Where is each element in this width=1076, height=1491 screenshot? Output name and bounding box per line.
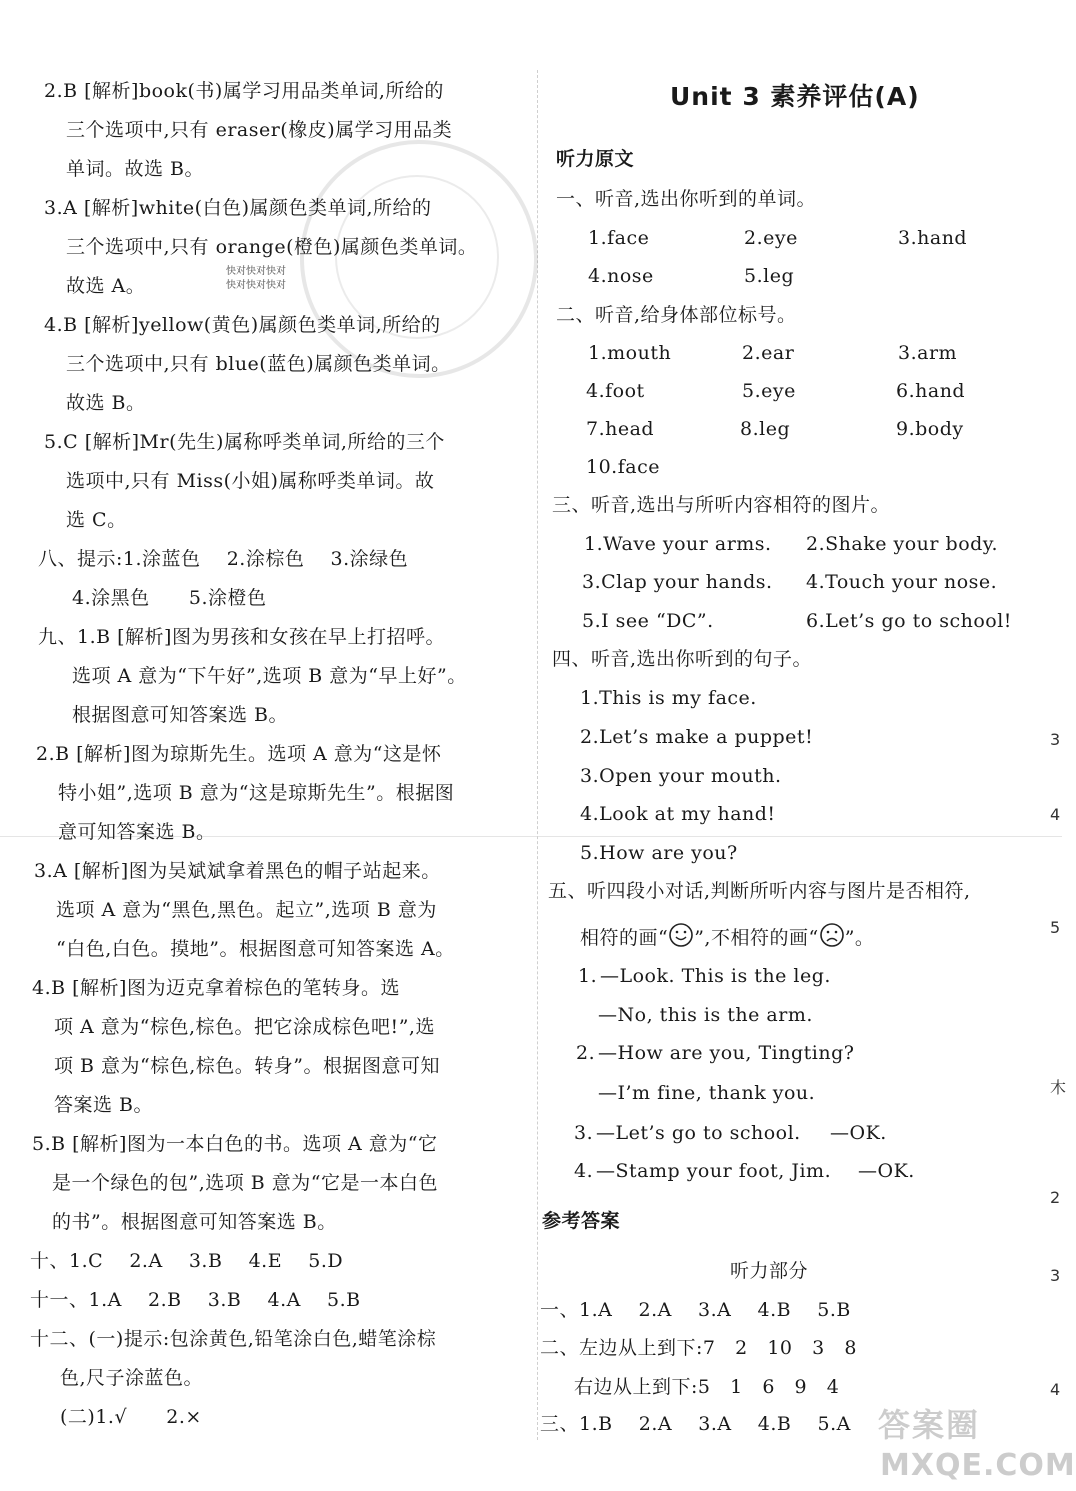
section2-item: 6.hand: [896, 380, 966, 402]
answer-explanation-line: 三个选项中,只有 orange(橙色)属颜色类单词。: [66, 236, 478, 258]
section3-item: 5.I see “DC”.: [582, 610, 714, 632]
answer-explanation-line: 意可知答案选 B。: [58, 821, 216, 843]
section2-item: 8.leg: [740, 418, 791, 440]
answer-explanation-line: 的书”。根据图意可知答案选 B。: [52, 1211, 337, 1233]
answer-explanation-line: 选项中,只有 Miss(小姐)属称呼类单词。故: [66, 470, 435, 492]
answer-explanation-line: 八、提示:1.涂蓝色 2.涂棕色 3.涂绿色: [38, 548, 409, 570]
watermark-stamp-text: 快对快对快对: [226, 266, 286, 277]
listening-part-heading: 听力部分: [730, 1260, 809, 1282]
column-divider: [537, 70, 538, 1440]
answer-explanation-line: 5.B [解析]图为一本白色的书。选项 A 意为“它: [32, 1133, 438, 1155]
dialog-line: —OK.: [830, 1122, 887, 1144]
answer-explanation-line: 选项 A 意为“黑色,黑色。起立”,选项 B 意为: [56, 899, 437, 921]
section4-item: 2.Let’s make a puppet!: [580, 726, 814, 748]
sad-face-icon: [819, 922, 845, 948]
section2-item: 1.mouth: [588, 342, 672, 364]
answer-explanation-line: 三个选项中,只有 eraser(橡皮)属学习用品类: [66, 119, 453, 141]
section4-item: 4.Look at my hand!: [580, 803, 776, 825]
answer-explanation-line: 十一、1.A 2.B 3.B 4.A 5.B: [30, 1289, 361, 1311]
section4-item: 3.Open your mouth.: [580, 765, 782, 787]
answer-explanation-line: 选 C。: [66, 509, 127, 531]
dialog-line: —Look. This is the leg.: [600, 965, 831, 987]
dialog-number: 1.: [578, 965, 598, 987]
watermark-logo: 答案圈: [878, 1406, 981, 1444]
answer-explanation-line: 答案选 B。: [54, 1094, 154, 1116]
section5-instruction-part: 相符的画“: [580, 927, 669, 949]
dialog-line: —No, this is the arm.: [598, 1004, 813, 1026]
section-heading-listening-text: 听力原文: [556, 148, 635, 170]
answer-explanation-line: 是一个绿色的包”,选项 B 意为“它是一本白色: [52, 1172, 439, 1194]
page-title: Unit 3 素养评估(A): [670, 82, 920, 111]
edge-mark: 木: [1050, 1078, 1067, 1097]
edge-mark: 2: [1050, 1188, 1061, 1207]
answer-explanation-line: 单词。故选 B。: [66, 158, 205, 180]
answer-explanation-line: 4.涂黑色 5.涂橙色: [72, 587, 267, 609]
answer-explanation-line: 5.C [解析]Mr(先生)属称呼类单词,所给的三个: [44, 431, 445, 453]
dialog-number: 4.: [574, 1160, 594, 1182]
answer-explanation-line: 3.A [解析]图为吴斌斌拿着黑色的帽子站起来。: [34, 860, 441, 882]
answer-explanation-line: 项 A 意为“棕色,棕色。把它涂成棕色吧!”,选: [54, 1016, 435, 1038]
section2-item: 4.foot: [586, 380, 645, 402]
answer-explanation-line: 特小姐”,选项 B 意为“这是琼斯先生”。根据图: [58, 782, 455, 804]
answer-explanation-line: 项 B 意为“棕色,棕色。转身”。根据图意可知: [54, 1055, 441, 1077]
section1-item: 4.nose: [588, 265, 654, 287]
section1-item: 1.face: [588, 227, 650, 249]
answer-explanation-line: “白色,白色。摸地”。根据图意可知答案选 A。: [56, 938, 455, 960]
section2-item: 9.body: [896, 418, 964, 440]
watermark-stamp-text: 快对快对快对: [226, 280, 286, 291]
watermark-url: MXQE.COM: [880, 1448, 1076, 1483]
answer-line: 三、1.B 2.A 3.A 4.B 5.A: [540, 1413, 851, 1435]
section1-heading: 一、听音,选出你听到的单词。: [556, 188, 817, 210]
dialog-number: 3.: [574, 1122, 594, 1144]
section1-item: 5.leg: [744, 265, 795, 287]
answer-line: 二、左边从上到下:7 2 10 3 8: [540, 1337, 857, 1359]
answer-explanation-line: 十二、(一)提示:包涂黄色,铅笔涂白色,蜡笔涂棕: [30, 1328, 437, 1350]
edge-mark: 4: [1050, 805, 1061, 824]
section3-item: 1.Wave your arms.: [584, 533, 772, 555]
section2-item: 2.ear: [742, 342, 795, 364]
section4-item: 1.This is my face.: [580, 687, 757, 709]
section5-instruction: [580, 922, 874, 948]
dialog-line: —I’m fine, thank you.: [598, 1082, 816, 1104]
dialog-line: —Stamp your foot, Jim.: [596, 1160, 832, 1182]
answer-explanation-line: 2.B [解析]book(书)属学习用品类单词,所给的: [44, 80, 444, 102]
answer-explanation-line: 4.B [解析]yellow(黄色)属颜色类单词,所给的: [44, 314, 441, 336]
answer-explanation-line: 十、1.C 2.A 3.B 4.E 5.D: [30, 1250, 344, 1272]
section1-item: 3.hand: [898, 227, 968, 249]
section2-item: 10.face: [586, 456, 660, 478]
section1-item: 2.eye: [744, 227, 798, 249]
section3-item: 2.Shake your body.: [806, 533, 999, 555]
answer-explanation-line: 故选 A。: [66, 275, 146, 297]
answers-heading: 参考答案: [542, 1210, 621, 1232]
section4-heading: 四、听音,选出你听到的句子。: [552, 648, 813, 670]
edge-mark: 3: [1050, 1266, 1061, 1285]
edge-mark: 4: [1050, 1380, 1061, 1399]
smiley-face-icon: [668, 922, 694, 948]
answer-line: 右边从上到下:5 1 6 9 4: [574, 1376, 840, 1398]
answer-line: 一、1.A 2.A 3.A 4.B 5.B: [540, 1299, 851, 1321]
dialog-number: 2.: [576, 1042, 596, 1064]
edge-mark: 3: [1050, 730, 1061, 749]
section3-item: 3.Clap your hands.: [582, 571, 773, 593]
answer-explanation-line: 根据图意可知答案选 B。: [72, 704, 289, 726]
answer-explanation-line: 故选 B。: [66, 392, 146, 414]
answer-explanation-line: 3.A [解析]white(白色)属颜色类单词,所给的: [44, 197, 432, 219]
edge-mark: 5: [1050, 918, 1061, 937]
answer-explanation-line: 三个选项中,只有 blue(蓝色)属颜色类单词。: [66, 353, 451, 375]
section2-item: 5.eye: [742, 380, 796, 402]
section4-item: 5.How are you?: [580, 842, 738, 864]
section5-instruction-part: ”。: [844, 927, 875, 949]
section5-heading: 五、听四段小对话,判断所听内容与图片是否相符,: [548, 880, 971, 902]
dialog-line: —How are you, Tingting?: [598, 1042, 855, 1064]
dialog-line: —OK.: [858, 1160, 915, 1182]
answer-explanation-line: 4.B [解析]图为迈克拿着棕色的笔转身。选: [32, 977, 400, 999]
answer-explanation-line: 选项 A 意为“下午好”,选项 B 意为“早上好”。: [72, 665, 467, 687]
section3-item: 4.Touch your nose.: [806, 571, 998, 593]
section3-heading: 三、听音,选出与所听内容相符的图片。: [552, 494, 891, 516]
section2-item: 7.head: [586, 418, 655, 440]
dialog-line: —Let’s go to school.: [596, 1122, 801, 1144]
answer-explanation-line: 2.B [解析]图为琼斯先生。选项 A 意为“这是怀: [36, 743, 442, 765]
section2-heading: 二、听音,给身体部位标号。: [556, 304, 797, 326]
answer-explanation-line: 九、1.B [解析]图为男孩和女孩在早上打招呼。: [38, 626, 445, 648]
section3-item: 6.Let’s go to school!: [806, 610, 1012, 632]
section2-item: 3.arm: [898, 342, 958, 364]
answer-explanation-line: (二)1.√ 2.×: [60, 1406, 202, 1428]
section5-instruction-part: ”,不相符的画“: [694, 927, 819, 949]
answer-explanation-line: 色,尺子涂蓝色。: [60, 1367, 204, 1389]
